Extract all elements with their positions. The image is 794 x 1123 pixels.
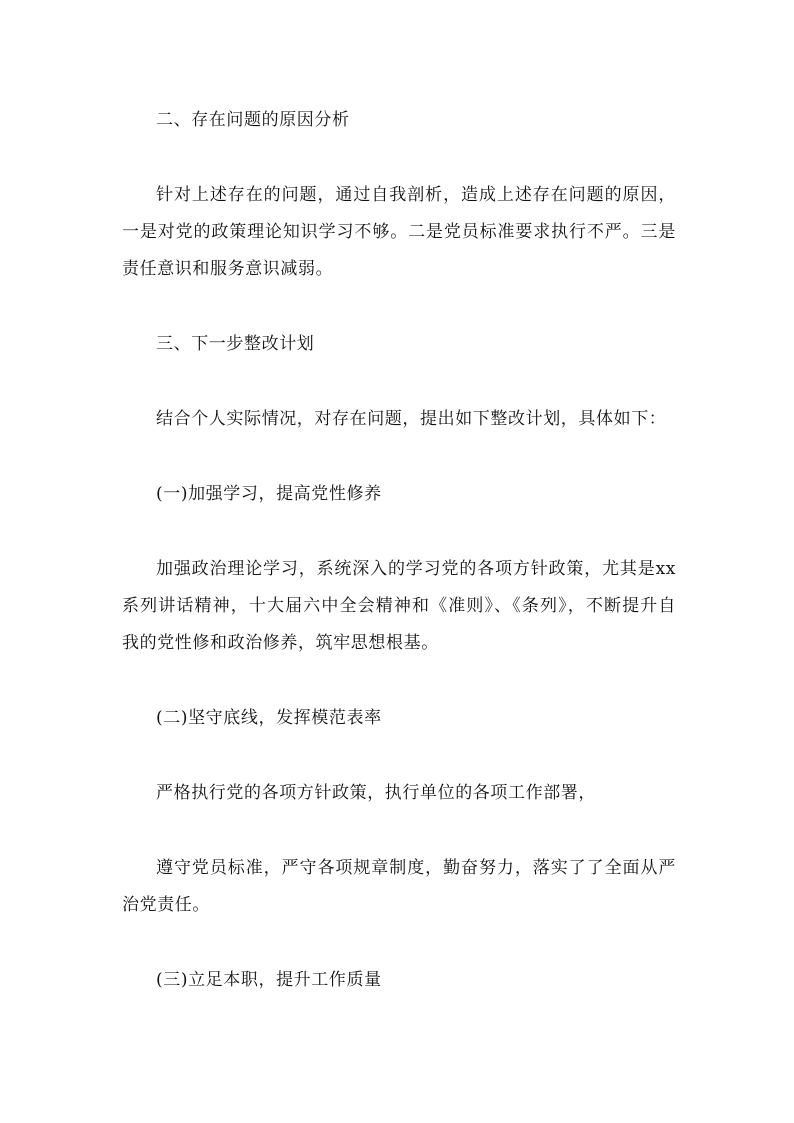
paragraph-execute-policies: 严格执行党的各项方针政策，执行单位的各项工作部署， (156, 783, 596, 803)
document-body (122, 102, 676, 999)
paragraph-cause-analysis: 针对上述存在的问题，通过自我剖析，造成上述存在问题的原因，一是对党的政策理论知识学习不够。二是党员标准要求执行不严。三是责任意识和服务意识减弱。 (122, 185, 676, 279)
section-heading-cause-analysis: 二、存在问题的原因分析 (156, 110, 350, 130)
subheading-strengthen-study: (一)加强学习，提高党性修养 (156, 484, 382, 504)
paragraph-strengthen-study: 加强政治理论学习，系统深入的学习党的各项方针政策，尤其是xx系列讲话精神，十大届六中全会精神和《准则》、《条列》，不断提升自我的党性修和政治修养，筑牢思想根基。 (122, 559, 676, 653)
section-heading-rectification-plan: 三、下一步整改计划 (156, 334, 315, 354)
subheading-improve-work-quality: (三)立足本职，提升工作质量 (156, 970, 382, 990)
subheading-hold-bottom-line: (二)坚守底线，发挥模范表率 (156, 708, 382, 728)
paragraph-plan-intro: 结合个人实际情况，对存在问题，提出如下整改计划，具体如下： (156, 409, 667, 429)
paragraph-abide-standards: 遵守党员标准，严守各项规章制度，勤奋努力，落实了了全面从严治党责任。 (122, 858, 676, 915)
